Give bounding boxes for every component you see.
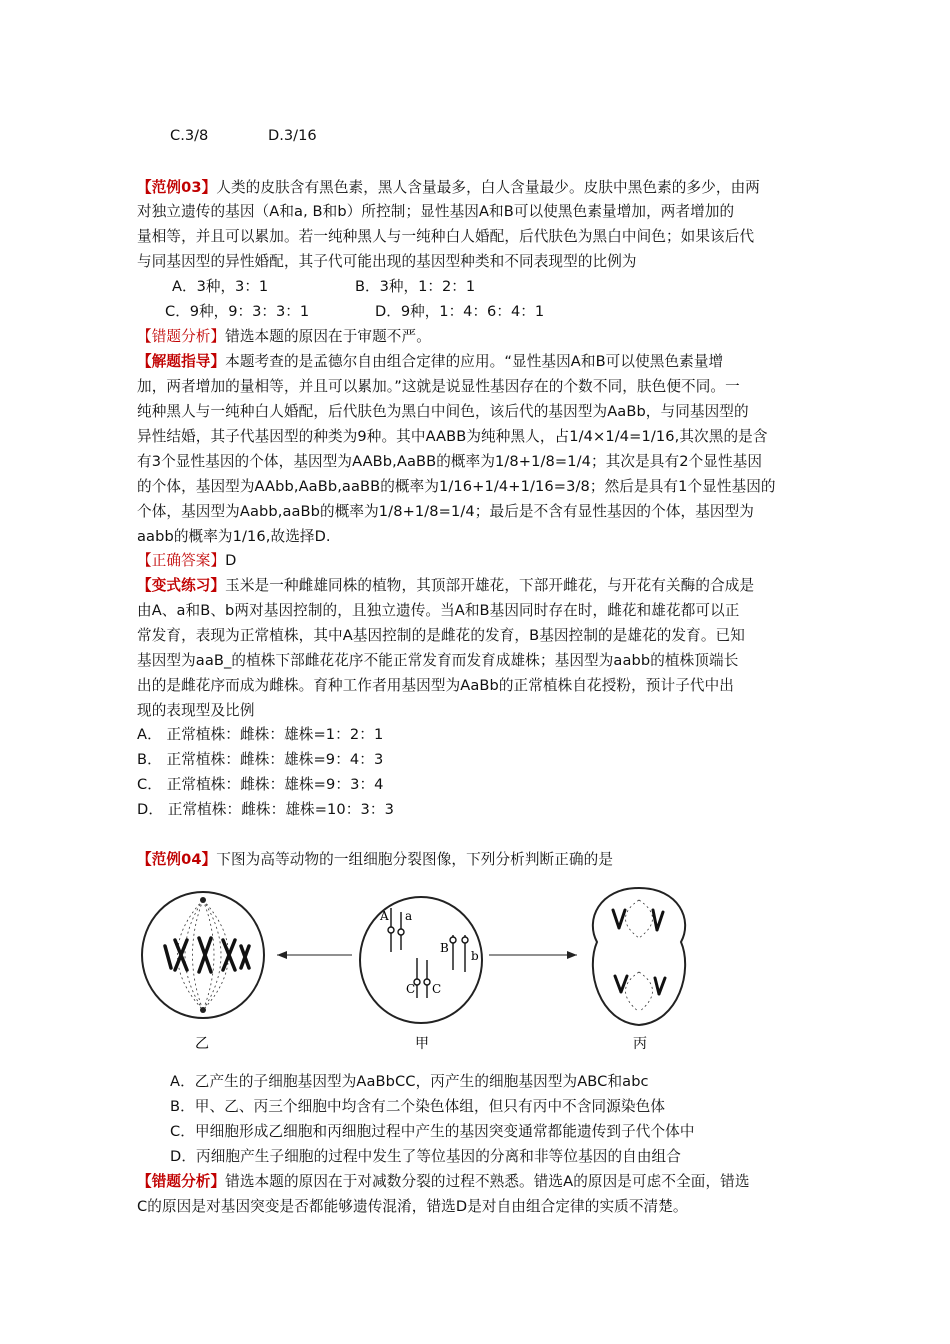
ex03-variant-option-b: B． 正常植株：雌株：雄株=9：4：3 bbox=[137, 751, 384, 768]
ex03-variant-line-3: 常发育，表现为正常植株，其中A基因控制的是雌花的发育，B基因控制的是雄花的发育。已知 bbox=[137, 627, 745, 644]
gene-label-a: a bbox=[405, 909, 413, 923]
ex03-error-text: 错选本题的原因在于审题不严。 bbox=[225, 328, 431, 345]
ex03-variant-text-1: 玉米是一种雌雄同株的植物，其顶部开雄花，下部开雌花，与开花有关酶的合成是 bbox=[225, 577, 755, 594]
ex03-option-d: D．9种，1：4：6：4：1 bbox=[375, 303, 545, 320]
ex03-variant-line-6: 现的表现型及比例 bbox=[137, 702, 255, 719]
gene-label-C2: C bbox=[432, 982, 442, 996]
ex03-variant-tag: 【变式练习】 bbox=[137, 577, 226, 594]
ex04-error-line-1 bbox=[137, 1169, 750, 1194]
ex04-option-c: C．甲细胞形成乙细胞和丙细胞过程中产生的基因突变通常都能遗传到子代个体中 bbox=[170, 1123, 695, 1140]
ex03-line-1 bbox=[137, 175, 760, 200]
ex04-tag: 【范例04】 bbox=[137, 851, 217, 868]
ex03-guide-line-1 bbox=[137, 349, 723, 374]
ex03-answer: D bbox=[225, 552, 237, 569]
option-d-prev: D.3/16 bbox=[268, 127, 317, 144]
ex03-variant-option-a: A． 正常植株：雌株：雄株=1：2：1 bbox=[137, 726, 384, 743]
ex04-option-b: B．甲、乙、丙三个细胞中均含有二个染色体组，但只有丙中不含同源染色体 bbox=[170, 1098, 666, 1115]
ex03-variant-option-c: C． 正常植株：雌株：雄株=9：3：4 bbox=[137, 776, 384, 793]
ex03-error-line bbox=[137, 324, 431, 349]
ex03-text-1: 人类的皮肤含有黑色素，黑人含量最多，白人含量最少。皮肤中黑色素的多少，由两 bbox=[216, 179, 760, 196]
ex03-variant-line-4: 基因型为aaB_的植株下部雌花花序不能正常发育而发育成雄株；基因型为aabb的植株顶端长 bbox=[137, 652, 739, 669]
ex04-option-d: D．丙细胞产生子细胞的过程中发生了等位基因的分离和非等位基因的自由组合 bbox=[170, 1148, 681, 1165]
ex03-tag: 【范例03】 bbox=[137, 179, 217, 196]
ex04-option-a: A．乙产生的子细胞基因型为AaBbCC，丙产生的细胞基因型为ABC和abc bbox=[170, 1073, 649, 1090]
ex03-variant-line-2: 由A、a和B、b两对基因控制的，且独立遗传。当A和B基因同时存在时，雌花和雄花都可以正 bbox=[137, 602, 740, 619]
ex03-guide-text-1: 本题考查的是孟德尔自由组合定律的应用。“显性基因A和B可以使黑色素量增 bbox=[225, 353, 724, 370]
cell-division-figure bbox=[137, 880, 697, 1060]
ex04-error-line-2: C的原因是对基因突变是否都能够遗传混淆，错选D是对自由组合定律的实质不清楚。 bbox=[137, 1198, 688, 1215]
ex03-guide-line-8: aabb的概率为1/16,故选择D. bbox=[137, 528, 331, 545]
label-bing: 丙 bbox=[633, 1036, 647, 1052]
ex03-answer-tag: 【正确答案】 bbox=[137, 552, 226, 569]
ex04-question: 下图为高等动物的一组细胞分裂图像，下列分析判断正确的是 bbox=[216, 851, 614, 868]
ex03-line-3: 量相等，并且可以累加。若一纯种黑人与一纯种白人婚配，后代肤色为黑白中间色；如果该后代 bbox=[137, 228, 755, 245]
gene-label-B: B bbox=[440, 941, 449, 955]
ex03-variant-line-1 bbox=[137, 573, 754, 598]
gene-label-b: b bbox=[471, 949, 479, 963]
ex03-guide-line-7: 个体，基因型为Aabb,aaBb的概率为1/8+1/8=1/4；最后是不含有显性基因的个体，基因型为 bbox=[137, 503, 754, 520]
option-c-prev: C.3/8 bbox=[170, 127, 209, 144]
cell-bing bbox=[593, 888, 685, 1025]
ex03-guide-line-6: 的个体，基因型为AAbb,AaBb,aaBB的概率为1/16+1/4+1/16=3/8；然后是具有1个显性基因的 bbox=[137, 478, 776, 495]
gene-label-C1: C bbox=[406, 982, 416, 996]
ex04-error-tag: 【错题分析】 bbox=[137, 1173, 226, 1190]
ex03-guide-line-4: 异性结婚，其子代基因型的种类为9种。其中AABB为纯种黑人，占1/4×1/4=1/16,其次黑的是含 bbox=[137, 428, 768, 445]
ex03-option-a: A．3种，3：1 bbox=[172, 278, 269, 295]
ex03-line-4: 与同基因型的异性婚配，其子代可能出现的基因型种类和不同表现型的比例为 bbox=[137, 253, 637, 270]
ex03-guide-line-2: 加，两者增加的量相等，并且可以累加。”这就是说显性基因存在的个数不同，肤色便不同。一 bbox=[137, 378, 740, 395]
ex03-variant-line-5: 出的是雌花序而成为雌株。育种工作者用基因型为AaBb的正常植株自花授粉，预计子代中出 bbox=[137, 677, 734, 694]
ex03-error-tag: 【错题分析】 bbox=[137, 328, 226, 345]
ex03-answer-line bbox=[137, 548, 237, 573]
ex03-variant-option-d: D． 正常植株：雌株：雄株=10：3：3 bbox=[137, 801, 394, 818]
ex04-error-text-1: 错选本题的原因在于对减数分裂的过程不熟悉。错选A的原因是可虑不全面，错选 bbox=[225, 1173, 750, 1190]
ex03-guide-line-3: 纯种黑人与一纯种白人婚配，后代肤色为黑白中间色，该后代的基因型为AaBb，与同基因型的 bbox=[137, 403, 749, 420]
label-jia: 甲 bbox=[415, 1036, 429, 1052]
ex03-guide-line-5: 有3个显性基因的个体，基因型为AABb,AaBB的概率为1/8+1/8=1/4；其次是具有2个显性基因 bbox=[137, 453, 763, 470]
ex03-guide-tag: 【解题指导】 bbox=[137, 353, 226, 370]
ex03-option-c: C．9种，9：3：3：1 bbox=[165, 303, 310, 320]
ex03-line-2: 对独立遗传的基因（A和a, B和b）所控制；显性基因A和B可以使黑色素量增加，两者增加的 bbox=[137, 203, 735, 220]
ex04-question-line bbox=[137, 847, 613, 872]
gene-label-A: A bbox=[380, 909, 389, 923]
ex03-option-b: B．3种，1：2：1 bbox=[355, 278, 476, 295]
label-yi: 乙 bbox=[195, 1036, 209, 1052]
cell-yi bbox=[142, 892, 264, 1018]
cell-jia bbox=[360, 897, 482, 1023]
